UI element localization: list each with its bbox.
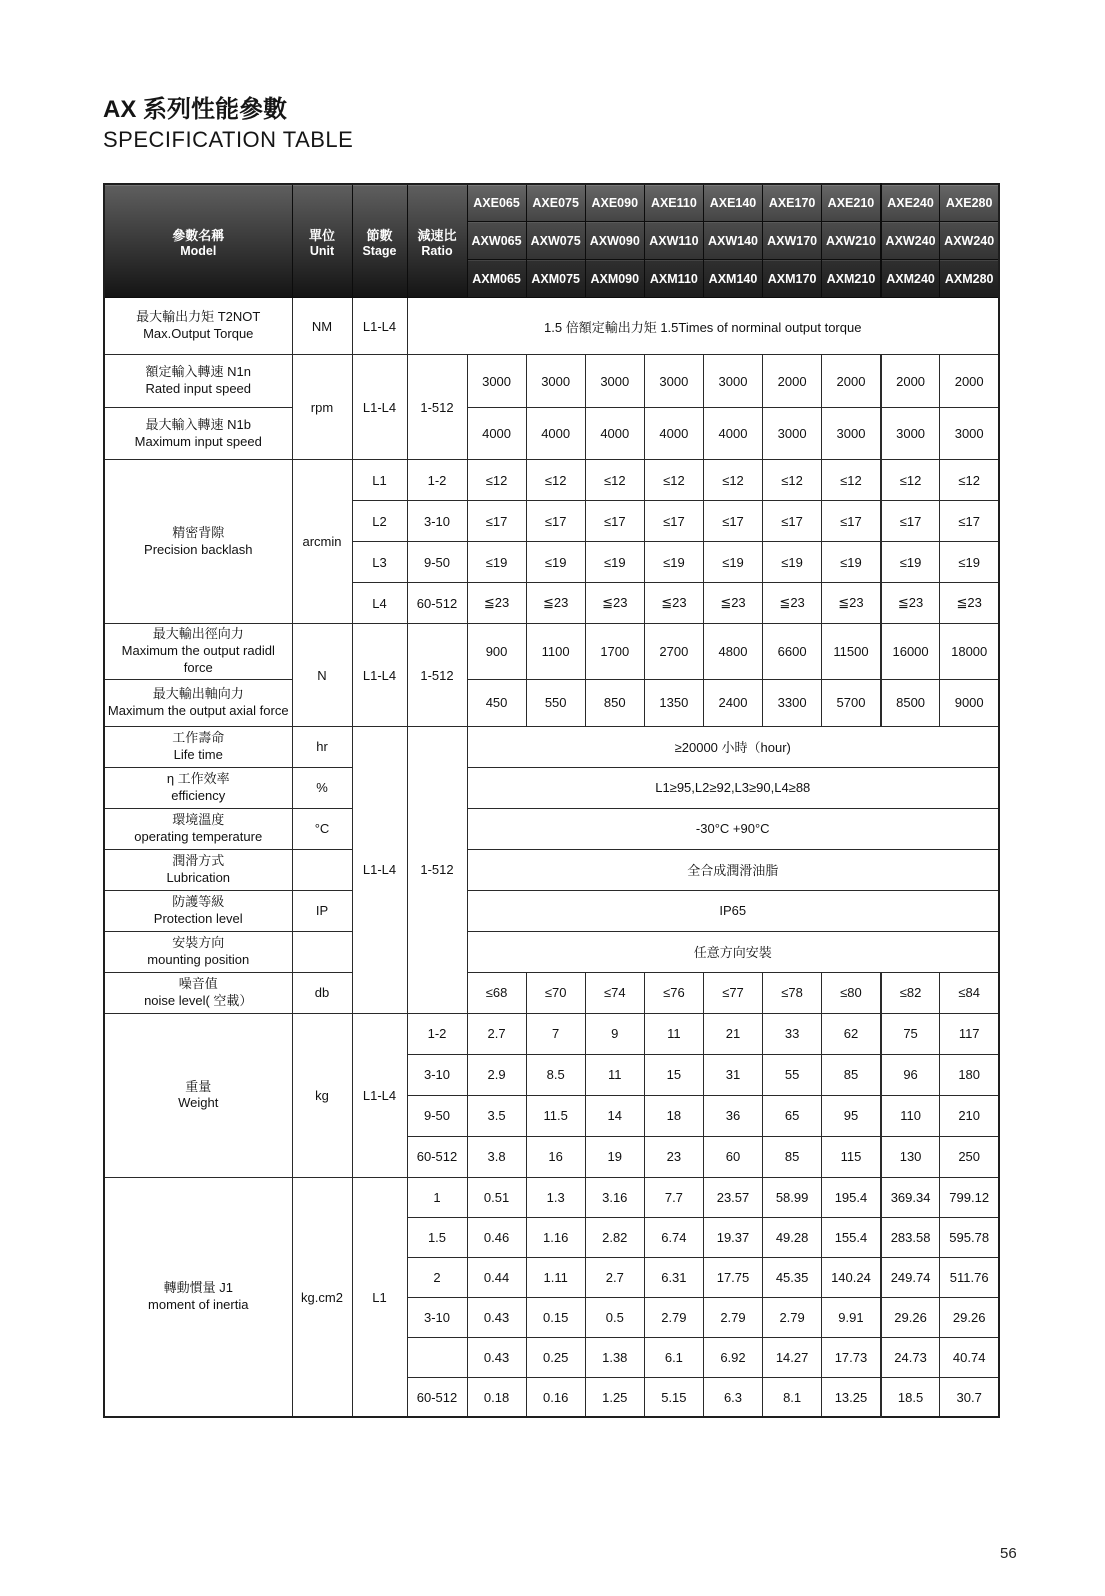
unit-cell: °C	[292, 808, 352, 849]
value-cell: 6.92	[703, 1337, 762, 1377]
ratio-cell: 60-512	[407, 583, 467, 624]
row-max-output-torque	[104, 298, 999, 355]
value-cell: ≦23	[585, 583, 644, 624]
value-cell: 8.1	[763, 1377, 822, 1417]
unit-cell	[292, 931, 352, 972]
value-cell: 21	[703, 1013, 762, 1054]
stage-cell: L4	[352, 583, 407, 624]
column-header-model	[104, 184, 292, 298]
value-cell: ≤17	[526, 501, 585, 542]
value-cell: 16	[526, 1136, 585, 1177]
merged-value-cell: -30°C +90°C	[467, 808, 999, 849]
unit-cell	[292, 849, 352, 890]
value-cell: 799.12	[940, 1177, 999, 1217]
model-header-cell: AXE280	[940, 184, 999, 222]
ratio-cell: 3-10	[407, 1297, 467, 1337]
row-max-axial-force	[104, 679, 999, 726]
row-inertia-1	[104, 1177, 999, 1217]
value-cell: 2000	[940, 355, 999, 408]
model-header-cell: AXM075	[526, 260, 585, 298]
value-cell: 4000	[526, 408, 585, 460]
model-header-cell: AXE140	[703, 184, 762, 222]
row-rated-input-speed	[104, 355, 999, 408]
model-header-cell: AXE210	[822, 184, 881, 222]
value-cell: 5.15	[644, 1377, 703, 1417]
value-cell: ≤19	[940, 542, 999, 583]
page-title: AX 系列性能參數	[103, 96, 288, 123]
param-cell: 噪音值 noise level( 空載）	[104, 972, 292, 1013]
value-cell: 0.43	[467, 1337, 526, 1377]
model-header-cell: AXW075	[526, 222, 585, 260]
value-cell: 180	[940, 1054, 999, 1095]
row-mounting-position	[104, 931, 999, 972]
param-cell: 最大輸入轉速 N1b Maximum input speed	[104, 408, 292, 460]
stage-cell: L1-L4	[352, 355, 407, 460]
value-cell: 3000	[822, 408, 881, 460]
value-cell: 3.8	[467, 1136, 526, 1177]
value-cell: 117	[940, 1013, 999, 1054]
value-cell: ≤17	[881, 501, 940, 542]
value-cell: 11	[585, 1054, 644, 1095]
value-cell: ≤12	[526, 460, 585, 501]
value-cell: ≤19	[585, 542, 644, 583]
value-cell: 550	[526, 679, 585, 726]
value-cell: 11.5	[526, 1095, 585, 1136]
row-efficiency	[104, 767, 999, 808]
value-cell: 1700	[585, 624, 644, 680]
value-cell: 3300	[763, 679, 822, 726]
param-cell: 安裝方向 mounting position	[104, 931, 292, 972]
value-cell: 249.74	[881, 1257, 940, 1297]
ratio-cell: 1-2	[407, 460, 467, 501]
value-cell: 8.5	[526, 1054, 585, 1095]
value-cell: 6.31	[644, 1257, 703, 1297]
value-cell: 155.4	[822, 1217, 881, 1257]
model-header-cell: AXW090	[585, 222, 644, 260]
ratio-cell: 60-512	[407, 1136, 467, 1177]
unit-cell: NM	[292, 298, 352, 355]
row-maximum-input-speed	[104, 408, 999, 460]
value-cell: 3000	[703, 355, 762, 408]
value-cell: 450	[467, 679, 526, 726]
value-cell: 23.57	[703, 1177, 762, 1217]
model-header-cell: AXM140	[703, 260, 762, 298]
value-cell: 0.46	[467, 1217, 526, 1257]
value-cell: ≤12	[644, 460, 703, 501]
value-cell: 9	[585, 1013, 644, 1054]
merged-value-cell: 任意方向安裝	[467, 931, 999, 972]
value-cell: 85	[822, 1054, 881, 1095]
value-cell: 3.5	[467, 1095, 526, 1136]
value-cell: ≤19	[526, 542, 585, 583]
value-cell: 0.43	[467, 1297, 526, 1337]
value-cell: 3000	[467, 355, 526, 408]
value-cell: 95	[822, 1095, 881, 1136]
value-cell: ≤19	[467, 542, 526, 583]
value-cell: 96	[881, 1054, 940, 1095]
value-cell: ≦23	[940, 583, 999, 624]
model-header-cell: AXW210	[822, 222, 881, 260]
unit-cell: db	[292, 972, 352, 1013]
value-cell: 4000	[703, 408, 762, 460]
ratio-cell: 1-512	[407, 624, 467, 727]
value-cell: 49.28	[763, 1217, 822, 1257]
value-cell: 511.76	[940, 1257, 999, 1297]
row-operating-temperature	[104, 808, 999, 849]
unit-cell: rpm	[292, 355, 352, 460]
value-cell: 13.25	[822, 1377, 881, 1417]
model-header-cell: AXW240	[940, 222, 999, 260]
value-cell: ≤17	[763, 501, 822, 542]
row-life-time	[104, 726, 999, 767]
value-cell: 6.74	[644, 1217, 703, 1257]
value-cell: 7.7	[644, 1177, 703, 1217]
model-header-cell: AXE110	[644, 184, 703, 222]
value-cell: 1.25	[585, 1377, 644, 1417]
value-cell: 24.73	[881, 1337, 940, 1377]
value-cell: 6.1	[644, 1337, 703, 1377]
value-cell: 7	[526, 1013, 585, 1054]
value-cell: ≤17	[822, 501, 881, 542]
row-lubrication	[104, 849, 999, 890]
param-cell: 最大輸出力矩 T2NOT Max.Output Torque	[104, 298, 292, 355]
value-cell: 0.18	[467, 1377, 526, 1417]
value-cell: 19	[585, 1136, 644, 1177]
page-header	[103, 96, 1105, 153]
value-cell: ≦23	[526, 583, 585, 624]
value-cell: 3000	[881, 408, 940, 460]
value-cell: 75	[881, 1013, 940, 1054]
value-cell: 115	[822, 1136, 881, 1177]
value-cell: ≦23	[644, 583, 703, 624]
value-cell: 250	[940, 1136, 999, 1177]
value-cell: ≤12	[940, 460, 999, 501]
model-header-cell: AXW240	[881, 222, 940, 260]
model-header-cell: AXE065	[467, 184, 526, 222]
value-cell: 0.5	[585, 1297, 644, 1337]
row-backlash-l1	[104, 460, 999, 501]
spec-table	[103, 183, 1000, 1419]
param-cell: η 工作效率 efficiency	[104, 767, 292, 808]
ratio-cell: 9-50	[407, 542, 467, 583]
value-cell: 31	[703, 1054, 762, 1095]
value-cell: 2.9	[467, 1054, 526, 1095]
param-cell: 重量 Weight	[104, 1013, 292, 1177]
value-cell: 29.26	[881, 1297, 940, 1337]
value-cell: 110	[881, 1095, 940, 1136]
value-cell: 1.3	[526, 1177, 585, 1217]
value-cell: ≤12	[763, 460, 822, 501]
value-cell: 283.58	[881, 1217, 940, 1257]
param-cell: 潤滑方式 Lubrication	[104, 849, 292, 890]
value-cell: 18000	[940, 624, 999, 680]
value-cell: ≤82	[881, 972, 940, 1013]
value-cell: 3000	[644, 355, 703, 408]
value-cell: 595.78	[940, 1217, 999, 1257]
model-header-cell: AXW170	[763, 222, 822, 260]
value-cell: 40.74	[940, 1337, 999, 1377]
value-cell: 4800	[703, 624, 762, 680]
stage-cell: L1	[352, 1177, 407, 1417]
value-cell: 3000	[585, 355, 644, 408]
ratio-cell: 9-50	[407, 1095, 467, 1136]
model-header-cell: AXW065	[467, 222, 526, 260]
ratio-cell: 3-10	[407, 501, 467, 542]
value-cell: 1.11	[526, 1257, 585, 1297]
value-cell: ≤12	[822, 460, 881, 501]
value-cell: 9.91	[822, 1297, 881, 1337]
unit-cell: kg.cm2	[292, 1177, 352, 1417]
value-cell: 11500	[822, 624, 881, 680]
stage-cell: L3	[352, 542, 407, 583]
row-max-radial-force	[104, 624, 999, 680]
column-header-model-en: Model	[180, 243, 217, 258]
value-cell: ≤19	[881, 542, 940, 583]
value-cell: 3000	[763, 408, 822, 460]
value-cell: 9000	[940, 679, 999, 726]
value-cell: 140.24	[822, 1257, 881, 1297]
column-header-stage: 節數 Stage	[352, 184, 407, 298]
value-cell: 17.73	[822, 1337, 881, 1377]
param-cell: 額定輸入轉速 N1n Rated input speed	[104, 355, 292, 408]
row-protection-level	[104, 890, 999, 931]
value-cell: 23	[644, 1136, 703, 1177]
value-cell: 2000	[822, 355, 881, 408]
model-header-cell: AXW110	[644, 222, 703, 260]
value-cell: ≤17	[940, 501, 999, 542]
value-cell: ≤12	[703, 460, 762, 501]
value-cell: ≦23	[703, 583, 762, 624]
value-cell: 18.5	[881, 1377, 940, 1417]
column-header-ratio: 減速比 Ratio	[407, 184, 467, 298]
value-cell: 11	[644, 1013, 703, 1054]
model-header-cell: AXE075	[526, 184, 585, 222]
column-header-model-zh: 參數名稱	[172, 227, 225, 243]
value-cell: ≤19	[644, 542, 703, 583]
value-cell: ≤74	[585, 972, 644, 1013]
model-header-cell: AXE240	[881, 184, 940, 222]
merged-value-cell: IP65	[467, 890, 999, 931]
value-cell: 62	[822, 1013, 881, 1054]
merged-value-cell: ≥20000 小時（hour)	[467, 726, 999, 767]
ratio-cell	[407, 1337, 467, 1377]
value-cell: ≤12	[881, 460, 940, 501]
value-cell: 900	[467, 624, 526, 680]
value-cell: ≤19	[703, 542, 762, 583]
value-cell: 210	[940, 1095, 999, 1136]
stage-cell: L1-L4	[352, 298, 407, 355]
model-header-cell: AXM210	[822, 260, 881, 298]
value-cell: ≦23	[822, 583, 881, 624]
ratio-cell: 60-512	[407, 1377, 467, 1417]
merged-value-cell: 全合成潤滑油脂	[467, 849, 999, 890]
value-cell: ≦23	[467, 583, 526, 624]
value-cell: 0.25	[526, 1337, 585, 1377]
header-row-axe	[104, 184, 999, 222]
model-header-cell: AXM065	[467, 260, 526, 298]
stage-cell: L1-L4	[352, 726, 407, 1013]
value-cell: ≤78	[763, 972, 822, 1013]
value-cell: 8500	[881, 679, 940, 726]
value-cell: 2.7	[467, 1013, 526, 1054]
stage-cell: L1	[352, 460, 407, 501]
value-cell: 0.44	[467, 1257, 526, 1297]
value-cell: 16000	[881, 624, 940, 680]
value-cell: 2.79	[644, 1297, 703, 1337]
stage-cell: L1-L4	[352, 624, 407, 727]
value-cell: ≤17	[703, 501, 762, 542]
model-header-cell: AXM280	[940, 260, 999, 298]
value-cell: ≤12	[467, 460, 526, 501]
unit-cell: hr	[292, 726, 352, 767]
column-header-unit: 單位 Unit	[292, 184, 352, 298]
value-cell: 6600	[763, 624, 822, 680]
value-cell: 36	[703, 1095, 762, 1136]
value-cell: 130	[881, 1136, 940, 1177]
value-cell: ≤19	[822, 542, 881, 583]
value-cell: 0.51	[467, 1177, 526, 1217]
value-cell: 65	[763, 1095, 822, 1136]
value-cell: 195.4	[822, 1177, 881, 1217]
value-cell: 14	[585, 1095, 644, 1136]
value-cell: 850	[585, 679, 644, 726]
value-cell: 55	[763, 1054, 822, 1095]
stage-cell: L2	[352, 501, 407, 542]
unit-cell: IP	[292, 890, 352, 931]
param-cell: 最大輸出徑向力 Maximum the output radidl force	[104, 624, 292, 680]
unit-cell: N	[292, 624, 352, 727]
stage-cell: L1-L4	[352, 1013, 407, 1177]
value-cell: 6.3	[703, 1377, 762, 1417]
value-cell: 29.26	[940, 1297, 999, 1337]
value-cell: 5700	[822, 679, 881, 726]
ratio-cell: 2	[407, 1257, 467, 1297]
value-cell: 15	[644, 1054, 703, 1095]
value-cell: 4000	[585, 408, 644, 460]
value-cell: ≦23	[763, 583, 822, 624]
value-cell: 17.75	[703, 1257, 762, 1297]
model-header-cell: AXM090	[585, 260, 644, 298]
ratio-cell: 1-512	[407, 355, 467, 460]
value-cell: 0.15	[526, 1297, 585, 1337]
value-cell: 0.16	[526, 1377, 585, 1417]
model-header-cell: AXM170	[763, 260, 822, 298]
value-cell: 4000	[467, 408, 526, 460]
param-cell: 工作壽命 Life time	[104, 726, 292, 767]
value-cell: ≤17	[644, 501, 703, 542]
value-cell: 2.79	[763, 1297, 822, 1337]
value-cell: 30.7	[940, 1377, 999, 1417]
model-header-cell: AXM240	[881, 260, 940, 298]
param-cell: 環境溫度 operating temperature	[104, 808, 292, 849]
param-cell: 精密背隙 Precision backlash	[104, 460, 292, 624]
unit-cell: arcmin	[292, 460, 352, 624]
merged-value-cell: L1≥95,L2≥92,L3≥90,L4≥88	[467, 767, 999, 808]
value-cell: 2.7	[585, 1257, 644, 1297]
value-cell: 33	[763, 1013, 822, 1054]
param-cell: 最大輸出軸向力 Maximum the output axial force	[104, 679, 292, 726]
value-cell: ≤76	[644, 972, 703, 1013]
value-cell: 19.37	[703, 1217, 762, 1257]
value-cell: 3000	[940, 408, 999, 460]
unit-cell: %	[292, 767, 352, 808]
unit-cell: kg	[292, 1013, 352, 1177]
value-cell: ≤12	[585, 460, 644, 501]
value-cell: 14.27	[763, 1337, 822, 1377]
value-cell: ≤84	[940, 972, 999, 1013]
ratio-cell: 1-512	[407, 726, 467, 1013]
value-cell: 1350	[644, 679, 703, 726]
value-cell: ≤80	[822, 972, 881, 1013]
value-cell: 4000	[644, 408, 703, 460]
value-cell: 2.79	[703, 1297, 762, 1337]
param-cell: 防護等級 Protection level	[104, 890, 292, 931]
row-noise-level	[104, 972, 999, 1013]
value-cell: ≤19	[763, 542, 822, 583]
value-cell: 2000	[881, 355, 940, 408]
page-number: 56	[1000, 1545, 1017, 1562]
value-cell: 1.16	[526, 1217, 585, 1257]
ratio-cell: 3-10	[407, 1054, 467, 1095]
value-cell: ≤70	[526, 972, 585, 1013]
model-header-cell: AXW140	[703, 222, 762, 260]
value-cell: 1.38	[585, 1337, 644, 1377]
value-cell: 60	[703, 1136, 762, 1177]
model-header-cell: AXM110	[644, 260, 703, 298]
value-cell: 2700	[644, 624, 703, 680]
value-cell: 3000	[526, 355, 585, 408]
value-cell: 369.34	[881, 1177, 940, 1217]
param-cell: 轉動慣量 J1 moment of inertia	[104, 1177, 292, 1417]
value-cell: 2400	[703, 679, 762, 726]
page-subtitle: SPECIFICATION TABLE	[103, 126, 354, 152]
value-cell: 45.35	[763, 1257, 822, 1297]
ratio-cell: 1	[407, 1177, 467, 1217]
merged-value-cell: 1.5 倍額定輸出力矩 1.5Times of norminal output torque	[407, 298, 999, 355]
value-cell: ≤68	[467, 972, 526, 1013]
ratio-cell: 1-2	[407, 1013, 467, 1054]
value-cell: 58.99	[763, 1177, 822, 1217]
value-cell: 3.16	[585, 1177, 644, 1217]
value-cell: 2.82	[585, 1217, 644, 1257]
value-cell: 85	[763, 1136, 822, 1177]
value-cell: ≤17	[467, 501, 526, 542]
value-cell: 2000	[763, 355, 822, 408]
value-cell: ≦23	[881, 583, 940, 624]
value-cell: ≤17	[585, 501, 644, 542]
ratio-cell: 1.5	[407, 1217, 467, 1257]
row-weight-1	[104, 1013, 999, 1054]
value-cell: 18	[644, 1095, 703, 1136]
model-header-cell: AXE170	[763, 184, 822, 222]
value-cell: ≤77	[703, 972, 762, 1013]
value-cell: 1100	[526, 624, 585, 680]
model-header-cell: AXE090	[585, 184, 644, 222]
